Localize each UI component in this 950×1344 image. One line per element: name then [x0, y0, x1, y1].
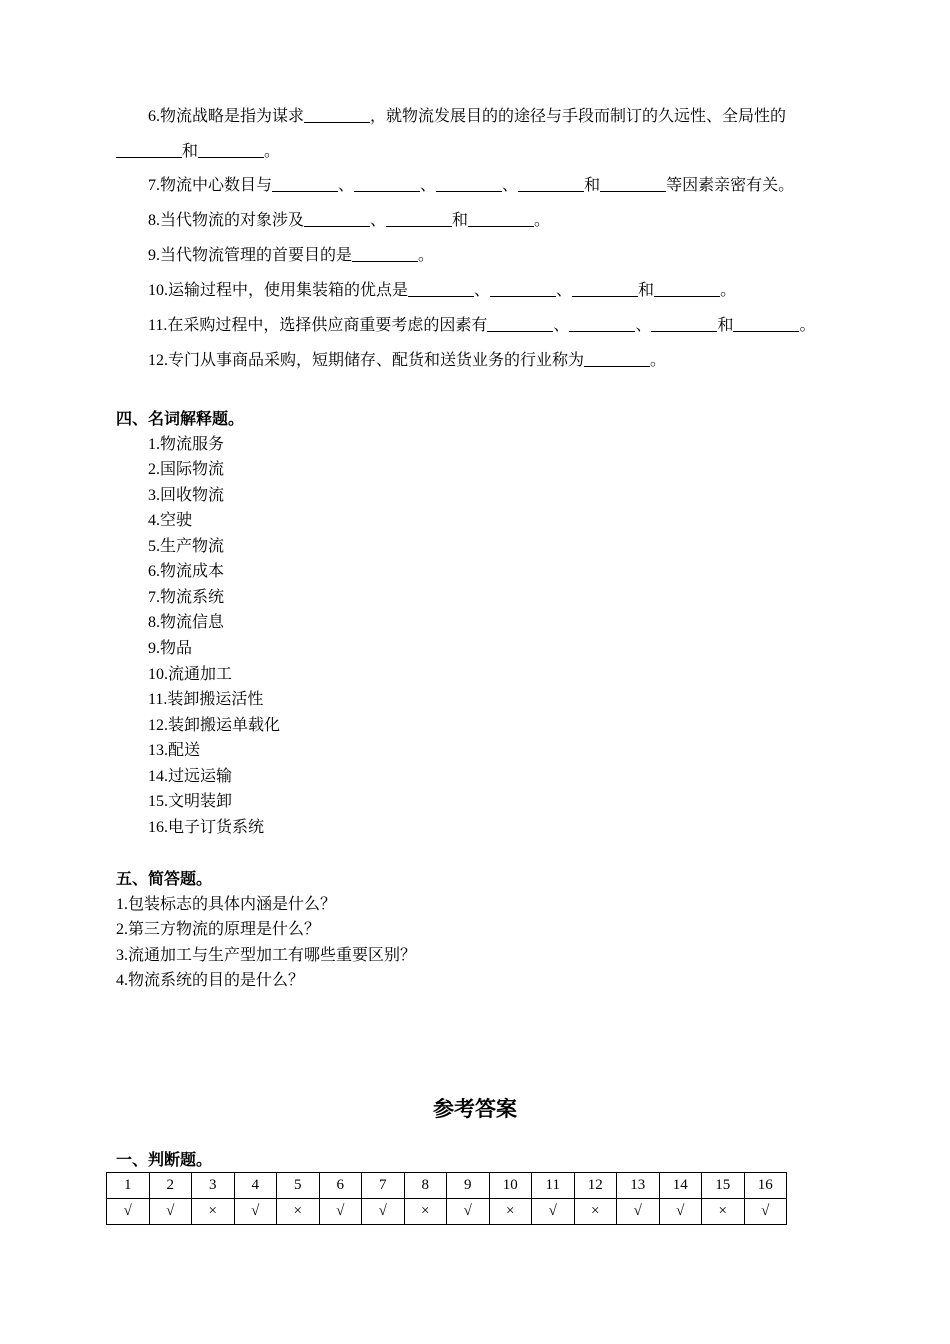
separator: 、 [420, 177, 437, 194]
answer-mark-cell: √ [319, 1199, 362, 1225]
short-answer-question: 3.流通加工与生产型加工有哪些重要区别？ [116, 947, 417, 964]
term-item: 14.过远运输 [148, 768, 233, 785]
question-text: 9.当代物流管理的首要目的是 [148, 247, 353, 264]
answer-mark-cell: × [192, 1199, 235, 1225]
answer-blank [304, 106, 370, 123]
question-6-continued [116, 141, 280, 162]
answer-number-cell: 15 [702, 1173, 745, 1199]
answer-mark-cell: √ [744, 1199, 787, 1225]
answer-blank [733, 315, 799, 332]
answer-number-cell: 11 [532, 1173, 575, 1199]
answers-section-1-heading: 一、判断题。 [116, 1152, 213, 1169]
term-item: 12.装卸搬运单载化 [148, 717, 281, 734]
question-text: 。 [799, 317, 816, 334]
answer-number-cell: 5 [277, 1173, 320, 1199]
answer-mark-cell: √ [149, 1199, 192, 1225]
term-item: 8.物流信息 [148, 614, 225, 631]
answer-number-cell: 16 [744, 1173, 787, 1199]
answer-blank [436, 175, 502, 192]
answer-number-cell: 8 [404, 1173, 447, 1199]
answer-number-cell: 13 [617, 1173, 660, 1199]
answer-blank [304, 210, 370, 227]
separator: 、 [556, 282, 573, 299]
answer-blank [272, 175, 338, 192]
answer-number-cell: 9 [447, 1173, 490, 1199]
question-text: 11.在采购过程中，选择供应商重要考虑的因素有 [148, 317, 488, 334]
question-text: ，就物流发展目的的途径与手段而制订的久远性、全局性的 [370, 108, 787, 125]
answer-blank [386, 210, 452, 227]
term-item: 11.装卸搬运活性 [148, 691, 264, 708]
term-item: 10.流通加工 [148, 666, 233, 683]
term-item: 7.物流系统 [148, 589, 225, 606]
term-item: 16.电子订货系统 [148, 819, 265, 836]
answer-mark-row [107, 1199, 787, 1225]
answer-blank [654, 280, 720, 297]
separator: 、 [474, 282, 491, 299]
section-5-heading: 五、简答题。 [116, 871, 213, 888]
answer-mark-cell: √ [107, 1199, 150, 1225]
conjunction: 和 [584, 177, 601, 194]
answer-number-cell: 4 [234, 1173, 277, 1199]
answer-blank [354, 175, 420, 192]
answer-table [106, 1172, 787, 1225]
term-item: 6.物流成本 [148, 563, 225, 580]
question-text: 和 [182, 143, 199, 160]
question-text: 等因素亲密有关。 [666, 177, 795, 194]
question-text: 10.运输过程中，使用集装箱的优点是 [148, 282, 409, 299]
separator: 、 [553, 317, 570, 334]
term-item: 3.回收物流 [148, 487, 225, 504]
answer-blank [487, 315, 553, 332]
short-answer-question: 4.物流系统的目的是什么？ [116, 972, 305, 989]
question-6 [148, 106, 786, 127]
separator: 、 [502, 177, 519, 194]
question-8 [148, 210, 550, 231]
question-9 [148, 245, 434, 266]
answer-number-cell: 6 [319, 1173, 362, 1199]
answer-blank [569, 315, 635, 332]
answer-number-row [107, 1173, 787, 1199]
short-answer-question: 2.第三方物流的原理是什么？ [116, 921, 321, 938]
question-11 [148, 315, 815, 336]
answer-mark-cell: × [702, 1199, 745, 1225]
separator: 、 [338, 177, 355, 194]
answer-number-cell: 3 [192, 1173, 235, 1199]
question-10 [148, 280, 736, 301]
term-item: 5.生产物流 [148, 538, 225, 555]
question-text: 8.当代物流的对象涉及 [148, 212, 305, 229]
term-item: 2.国际物流 [148, 461, 225, 478]
short-answer-question: 1.包装标志的具体内涵是什么？ [116, 896, 337, 913]
answer-number-cell: 14 [659, 1173, 702, 1199]
answers-title: 参考答案 [433, 1097, 517, 1121]
answer-mark-cell: × [404, 1199, 447, 1225]
term-item: 1.物流服务 [148, 436, 225, 453]
term-item: 9.物品 [148, 640, 193, 657]
question-text: 。 [418, 247, 435, 264]
question-text: 12.专门从事商品采购，短期储存、配货和送货业务的行业称为 [148, 352, 585, 369]
answer-blank [651, 315, 717, 332]
answer-mark-cell: × [574, 1199, 617, 1225]
answer-mark-cell: √ [532, 1199, 575, 1225]
answer-blank [352, 245, 418, 262]
answer-mark-cell: √ [659, 1199, 702, 1225]
answer-number-cell: 12 [574, 1173, 617, 1199]
question-text: 。 [534, 212, 551, 229]
section-4-heading: 四、名词解释题。 [116, 411, 245, 428]
separator: 、 [370, 212, 387, 229]
answer-blank [408, 280, 474, 297]
question-text: 7.物流中心数目与 [148, 177, 273, 194]
conjunction: 和 [452, 212, 469, 229]
answer-blank [116, 141, 182, 158]
answer-mark-cell: √ [362, 1199, 405, 1225]
question-text: 。 [264, 143, 281, 160]
answer-mark-cell: × [489, 1199, 532, 1225]
answer-number-cell: 2 [149, 1173, 192, 1199]
separator: 、 [635, 317, 652, 334]
answer-number-cell: 7 [362, 1173, 405, 1199]
answer-mark-cell: √ [617, 1199, 660, 1225]
question-text: 。 [650, 352, 667, 369]
answer-blank [518, 175, 584, 192]
answer-blank [468, 210, 534, 227]
answer-blank [490, 280, 556, 297]
answer-mark-cell: √ [234, 1199, 277, 1225]
answer-blank [198, 141, 264, 158]
conjunction: 和 [638, 282, 655, 299]
conjunction: 和 [717, 317, 734, 334]
term-item: 15.文明装卸 [148, 793, 233, 810]
answer-blank [572, 280, 638, 297]
answer-blank [584, 350, 650, 367]
question-12 [148, 350, 666, 371]
question-text: 6.物流战略是指为谋求 [148, 108, 305, 125]
answer-number-cell: 10 [489, 1173, 532, 1199]
term-item: 4.空驶 [148, 512, 193, 529]
question-7 [148, 175, 794, 196]
answer-mark-cell: × [277, 1199, 320, 1225]
answer-blank [600, 175, 666, 192]
term-item: 13.配送 [148, 742, 201, 759]
answer-mark-cell: √ [447, 1199, 490, 1225]
question-text: 。 [720, 282, 737, 299]
answer-number-cell: 1 [107, 1173, 150, 1199]
